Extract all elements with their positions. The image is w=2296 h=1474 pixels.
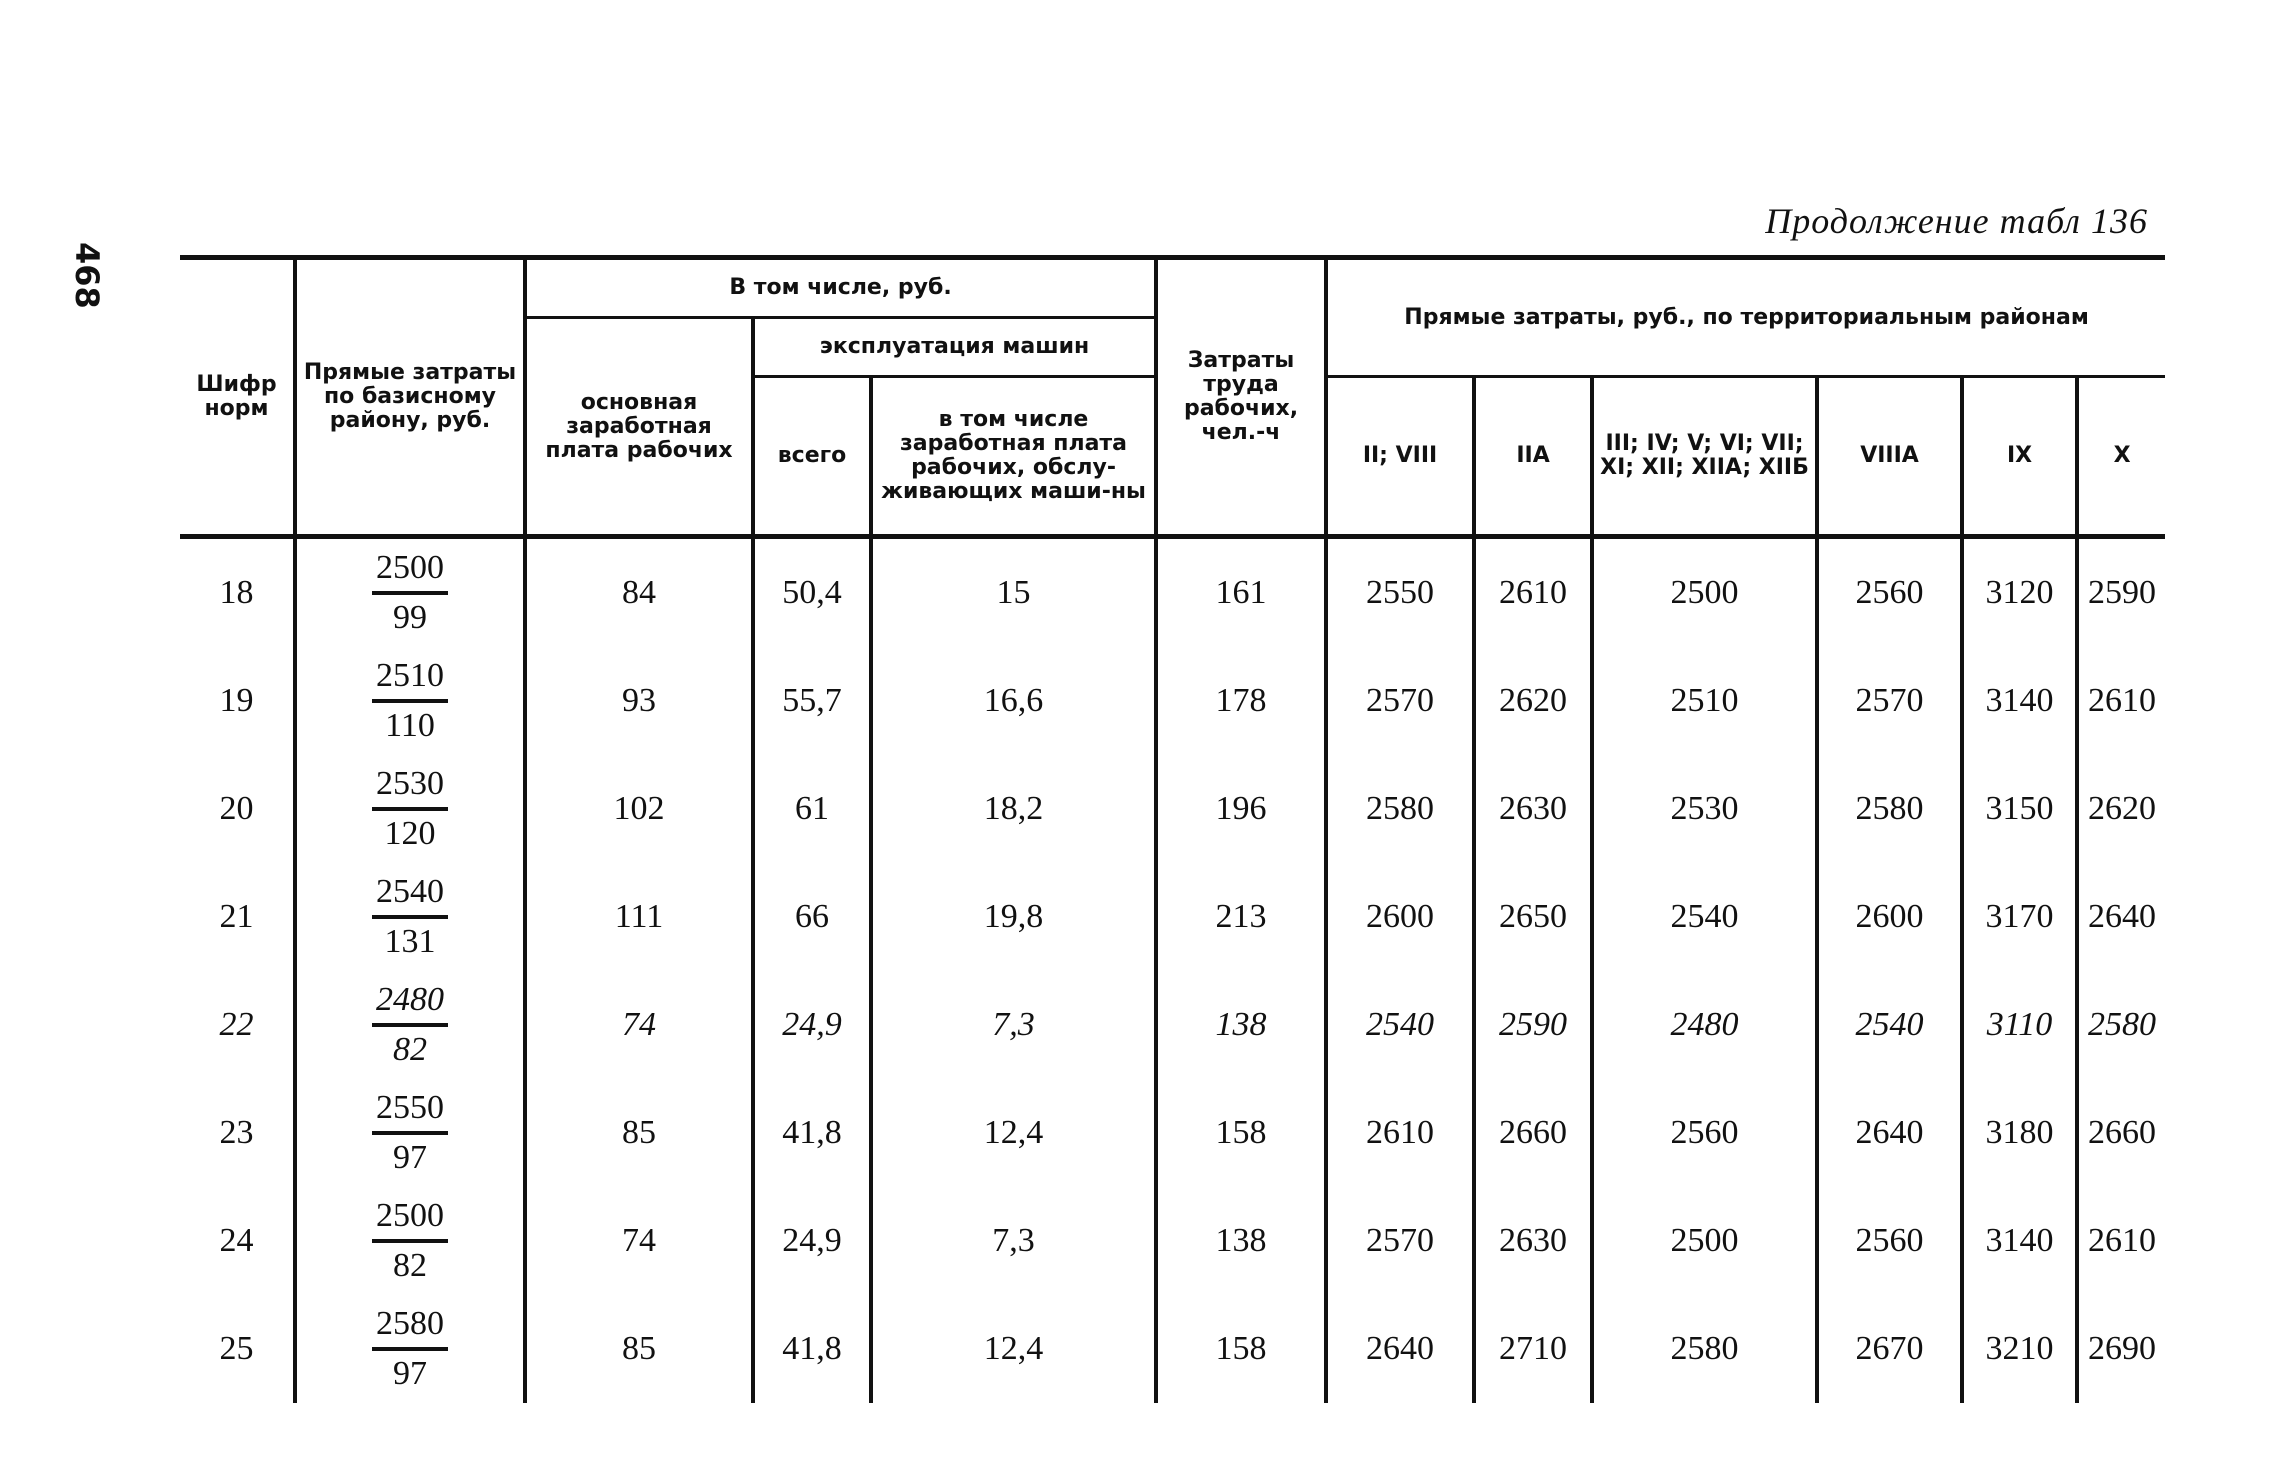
- table-row: [180, 537, 2165, 648]
- cell-code: 20: [180, 755, 295, 863]
- cell-region: 2660: [2077, 1079, 2165, 1187]
- table-row: [180, 1079, 2165, 1187]
- cell-region: 3180: [1962, 1079, 2077, 1187]
- fraction-denominator: 82: [393, 1031, 427, 1068]
- cell-labor: 158: [1156, 1079, 1326, 1187]
- cell-region: 3150: [1962, 755, 2077, 863]
- cell-code: 19: [180, 647, 295, 755]
- cell-labor: 138: [1156, 971, 1326, 1079]
- cell-machines-total: 66: [753, 863, 871, 971]
- cell-region: 2530: [1592, 755, 1817, 863]
- table-row: [180, 1187, 2165, 1295]
- cell-wages: 111: [525, 863, 753, 971]
- cell-labor: 158: [1156, 1295, 1326, 1403]
- fraction-numerator: 2530: [372, 761, 448, 811]
- cell-wages: 74: [525, 971, 753, 1079]
- cell-machines-wages: 7,3: [871, 971, 1156, 1079]
- cell-region: 2560: [1592, 1079, 1817, 1187]
- cell-machines-wages: 19,8: [871, 863, 1156, 971]
- fraction-denominator: 97: [393, 1355, 427, 1392]
- cell-region: 3140: [1962, 1187, 2077, 1295]
- cell-direct-cost: [295, 1187, 525, 1295]
- cell-machines-wages: 16,6: [871, 647, 1156, 755]
- cell-region: 2590: [2077, 537, 2165, 648]
- cell-region: 3140: [1962, 647, 2077, 755]
- cell-machines-wages: 12,4: [871, 1079, 1156, 1187]
- table-row: [180, 1295, 2165, 1403]
- fraction-denominator: 82: [393, 1247, 427, 1284]
- cell-machines-wages: 7,3: [871, 1187, 1156, 1295]
- fraction-denominator: 97: [393, 1139, 427, 1176]
- cell-labor: 178: [1156, 647, 1326, 755]
- cell-region: 2630: [1474, 755, 1592, 863]
- cell-direct-cost: [295, 971, 525, 1079]
- cell-machines-total: 50,4: [753, 537, 871, 648]
- header-regions-title: Прямые затраты, руб., по территориальным районам: [1326, 258, 2165, 377]
- table-body: [180, 537, 2165, 1404]
- fraction-denominator: 120: [384, 815, 436, 852]
- cell-wages: 102: [525, 755, 753, 863]
- cell-region: 2620: [1474, 647, 1592, 755]
- fraction-numerator: 2540: [372, 869, 448, 919]
- fraction: [372, 1085, 448, 1181]
- cell-region: 2500: [1592, 537, 1817, 648]
- fraction-denominator: 110: [385, 707, 435, 744]
- cell-region: 2480: [1592, 971, 1817, 1079]
- cell-code: 18: [180, 537, 295, 648]
- header-code: Шифр норм: [180, 258, 295, 537]
- header-direct-costs-base: Прямые затраты по базисному району, руб.: [295, 258, 525, 537]
- cell-region: 2570: [1326, 1187, 1474, 1295]
- cell-region: 2510: [1592, 647, 1817, 755]
- header-machines-wages: в том числе заработная плата рабочих, обслу-живающих маши-ны: [871, 377, 1156, 537]
- cell-region: 2540: [1592, 863, 1817, 971]
- cell-region: 2640: [1326, 1295, 1474, 1403]
- fraction-denominator: 99: [393, 599, 427, 636]
- fraction: [372, 977, 448, 1073]
- cell-region: 2600: [1817, 863, 1962, 971]
- cell-region: 2610: [2077, 1187, 2165, 1295]
- cell-region: 2570: [1326, 647, 1474, 755]
- cell-region: 2590: [1474, 971, 1592, 1079]
- header-region: II; VIII: [1326, 377, 1474, 537]
- table-caption: Продолжение табл 136: [1765, 201, 2148, 241]
- cell-region: 2580: [2077, 971, 2165, 1079]
- header-machines-total: всего: [753, 377, 871, 537]
- cell-labor: 213: [1156, 863, 1326, 971]
- fraction: [372, 869, 448, 965]
- fraction: [372, 761, 448, 857]
- fraction-numerator: 2580: [372, 1301, 448, 1351]
- cell-direct-cost: [295, 1295, 525, 1403]
- cell-code: 25: [180, 1295, 295, 1403]
- table-row: [180, 863, 2165, 971]
- cell-region: 2550: [1326, 537, 1474, 648]
- cell-wages: 85: [525, 1079, 753, 1187]
- cell-code: 21: [180, 863, 295, 971]
- cell-region: 2640: [2077, 863, 2165, 971]
- table-row: [180, 971, 2165, 1079]
- cell-direct-cost: [295, 1079, 525, 1187]
- cell-region: 2580: [1592, 1295, 1817, 1403]
- header-machines: эксплуатация машин: [753, 318, 1156, 377]
- cell-machines-total: 55,7: [753, 647, 871, 755]
- table-row: [180, 755, 2165, 863]
- cell-machines-wages: 15: [871, 537, 1156, 648]
- cell-region: 2630: [1474, 1187, 1592, 1295]
- cell-labor: 138: [1156, 1187, 1326, 1295]
- page-number: 468: [68, 242, 106, 309]
- header-region: VIIIA: [1817, 377, 1962, 537]
- cell-code: 23: [180, 1079, 295, 1187]
- cell-machines-wages: 18,2: [871, 755, 1156, 863]
- cell-region: 2610: [1474, 537, 1592, 648]
- cell-region: 2620: [2077, 755, 2165, 863]
- cell-machines-total: 41,8: [753, 1079, 871, 1187]
- header-region: III; IV; V; VI; VII; XI; XII; XIIA; XIIБ: [1592, 377, 1817, 537]
- cell-region: 2570: [1817, 647, 1962, 755]
- fraction-numerator: 2510: [372, 653, 448, 703]
- fraction: [372, 1193, 448, 1289]
- cell-machines-total: 41,8: [753, 1295, 871, 1403]
- cell-region: 2710: [1474, 1295, 1592, 1403]
- cell-labor: 196: [1156, 755, 1326, 863]
- cell-region: 2580: [1326, 755, 1474, 863]
- cell-code: 22: [180, 971, 295, 1079]
- cell-region: 2670: [1817, 1295, 1962, 1403]
- cell-wages: 74: [525, 1187, 753, 1295]
- cell-region: 3170: [1962, 863, 2077, 971]
- fraction-numerator: 2500: [372, 1193, 448, 1243]
- cell-region: 2540: [1326, 971, 1474, 1079]
- cell-direct-cost: [295, 537, 525, 648]
- cost-table-wrapper: [180, 255, 2165, 1403]
- cost-table: [180, 255, 2165, 1403]
- fraction: [372, 653, 448, 749]
- cell-direct-cost: [295, 647, 525, 755]
- cell-labor: 161: [1156, 537, 1326, 648]
- cell-wages: 85: [525, 1295, 753, 1403]
- cell-region: 2660: [1474, 1079, 1592, 1187]
- fraction-numerator: 2480: [372, 977, 448, 1027]
- fraction: [372, 545, 448, 641]
- header-region: X: [2077, 377, 2165, 537]
- cell-wages: 93: [525, 647, 753, 755]
- cell-region: 2540: [1817, 971, 1962, 1079]
- cell-machines-total: 24,9: [753, 1187, 871, 1295]
- cell-direct-cost: [295, 863, 525, 971]
- cell-region: 2600: [1326, 863, 1474, 971]
- cell-code: 24: [180, 1187, 295, 1295]
- cell-machines-total: 24,9: [753, 971, 871, 1079]
- cell-region: 3120: [1962, 537, 2077, 648]
- cell-region: 2500: [1592, 1187, 1817, 1295]
- cell-machines-total: 61: [753, 755, 871, 863]
- cell-region: 2690: [2077, 1295, 2165, 1403]
- header-wages: основная заработная плата рабочих: [525, 318, 753, 537]
- cell-direct-cost: [295, 755, 525, 863]
- cell-machines-wages: 12,4: [871, 1295, 1156, 1403]
- cell-region: 2650: [1474, 863, 1592, 971]
- header-region: IIA: [1474, 377, 1592, 537]
- cell-region: 3110: [1962, 971, 2077, 1079]
- header-including: В том числе, руб.: [525, 258, 1156, 318]
- cell-region: 2560: [1817, 537, 1962, 648]
- fraction: [372, 1301, 448, 1397]
- header-region: IX: [1962, 377, 2077, 537]
- cell-region: 2610: [1326, 1079, 1474, 1187]
- fraction-denominator: 131: [384, 923, 436, 960]
- cell-region: 2580: [1817, 755, 1962, 863]
- cell-wages: 84: [525, 537, 753, 648]
- table-header: [180, 258, 2165, 537]
- table-row: [180, 647, 2165, 755]
- fraction-numerator: 2550: [372, 1085, 448, 1135]
- cell-region: 2560: [1817, 1187, 1962, 1295]
- cell-region: 2640: [1817, 1079, 1962, 1187]
- header-labor: Затраты труда рабочих, чел.-ч: [1156, 258, 1326, 537]
- fraction-numerator: 2500: [372, 545, 448, 595]
- cell-region: 2610: [2077, 647, 2165, 755]
- cell-region: 3210: [1962, 1295, 2077, 1403]
